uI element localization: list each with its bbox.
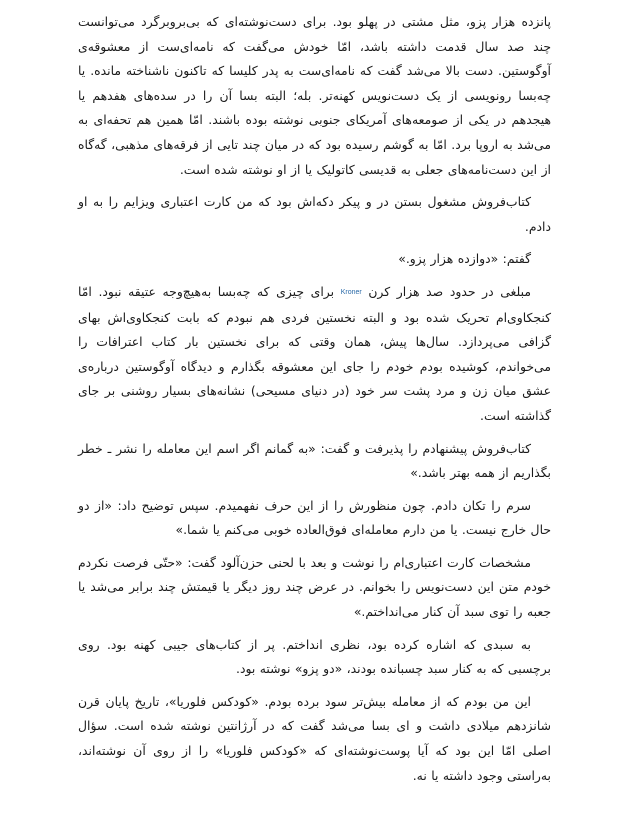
document-page <box>78 10 551 796</box>
paragraph-1: پانزده هزار پزو، مثل مشتی در پهلو بود. برای دست‌نوشته‌ای که بی‌بروبرگرد می‌توانست چند صد سال قدمت داشته باشد، امّا خودش می‌گفت که نامه‌ای‌ست از معشوقه‌ی آوگوستین. دست بالا می‌شد گفت که نامه‌ای‌ست به پدر کلیسا که تاکنون ناشناخته مانده. یا چه‌بسا رونویسی از یک دست‌نویس کهنه‌تر. بله؛ البته بسا آن را در سده‌های هفدهم یا هیجدهم در یکی از صومعه‌های آمریکای جنوبی نوشته بوده باشند. امّا همین هم تحفه‌ای به می‌شد به اروپا برد. امّا به گوشم رسیده بود که در میان چند تایی از فرقه‌های مذهبی، گه‌گاه از این دست‌نامه‌های جعلی به قدیسی کاتولیک یا از او نوشته شده است. <box>78 14 551 177</box>
paragraph-2: کتاب‌فروش مشغول بستن در و پیکر دکه‌اش بود که من کارت اعتباری ویزایم را به او دادم. <box>78 194 551 234</box>
paragraph-6: سرم را تکان دادم. چون منظورش را از این حرف نفهمیدم. سپس توضیح داد: «از دو حال خارج نیست. یا من دارم معامله‌ای فوق‌العاده خوبی می‌کنم یا شما.» <box>78 497 551 538</box>
paragraph-4 <box>78 280 551 429</box>
paragraph-7: مشخصات کارت اعتباری‌ام را نوشت و بعد با لحنی حزن‌آلود گفت: «حتّی فرصت نکردم خودم متن این دست‌نویس را بخوانم. در عرض چند روز دیگر یا قیمتش چند برابر می‌شد یا جعبه را توی سبد آن کنار می‌انداختم.» <box>78 554 551 620</box>
paragraph-3: گفتم: «دوازده هزار پزو.» <box>398 251 531 267</box>
paragraph-9: این من بودم که از معامله بیش‌تر سود برده بودم. «کودکس فلوریا»، تاریخ پایان قرن شانزدهم میلادی داشت و ای بسا می‌شد گفت که در آرژانتین نوشته شده است. سؤال اصلی امّا این بود که آیا پوست‌نوشته‌ای که «کودکس فلوریا» را از روی آن نوشته‌اند، به‌راستی وجود داشته یا نه. <box>78 693 551 783</box>
paragraph-8: به سبدی که اشاره کرده بود، نظری انداختم. پر از کتاب‌های جیبی کهنه بود. روی برچسبی که به کنار سبد چسبانده بودند، «دو پزو» نوشته بود. <box>78 636 551 677</box>
kroner-latin-word: Kroner <box>340 288 362 296</box>
paragraph-4-rest: برای چیزی که چه‌بسا به‌هیچ‌وجه عتیقه نبود. امّا کنجکاوی‌ام تحریک شده بود و البته نخستین فردی هم نبودم که بابت کنجکاوی‌اش بهای گزافی می‌پردازد. سال‌ها پیش، همان وقتی که برای نخستین بار کتاب اعترافات را می‌خواندم، کوشیده بودم خودم را جای این معشوقه بگذارم و دیدگاه آوگوستین درباره‌ی عشق میان زن و مرد پشت سر خود (در دنیای مسیحی) نشانه‌های بسیار روشنی بر جای گذاشته است. <box>78 283 551 423</box>
paragraph-4-start: مبلغی در حدود صد هزار کرن <box>361 283 531 299</box>
paragraph-5: کتاب‌فروش پیشنهادم را پذیرفت و گفت: «به گمانم اگر اسم این معامله را نشر ـ خطر بگذاریم از همه بهتر باشد.» <box>78 440 551 481</box>
